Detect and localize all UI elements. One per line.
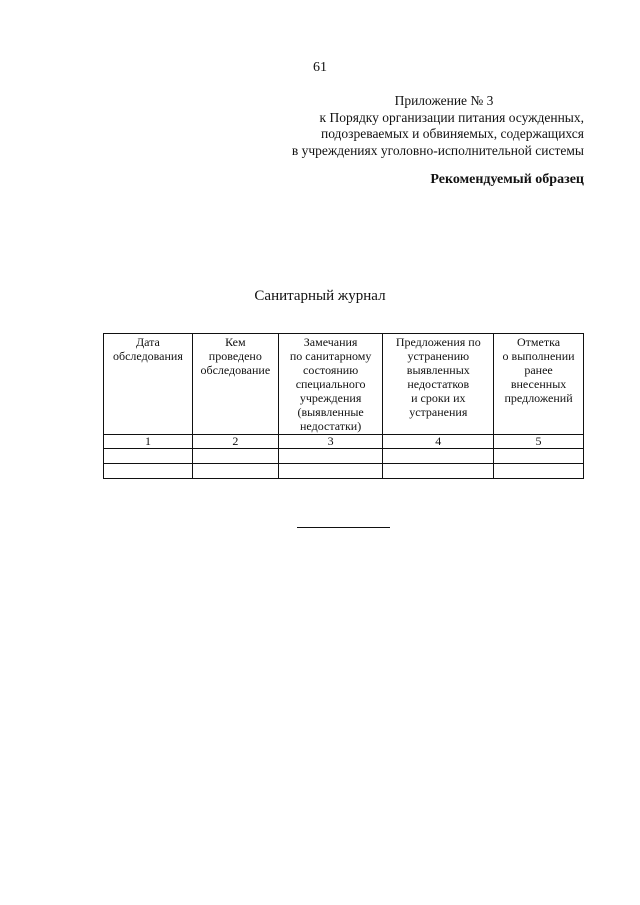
table-row: [104, 449, 584, 464]
table-cell: [278, 464, 383, 479]
header-cell-inspector: [192, 334, 278, 435]
sample-label: Рекомендуемый образец: [430, 172, 584, 187]
header-line: Предложения по: [395, 335, 481, 349]
header-line: по санитарному: [289, 349, 372, 363]
header-line: специального: [295, 377, 366, 391]
table-cell: [494, 464, 584, 479]
table-header-row: [104, 334, 584, 435]
table-cell: [383, 449, 494, 464]
column-number-row: [104, 435, 584, 449]
header-cell-proposals: [383, 334, 494, 435]
header-cell-date: [104, 334, 193, 435]
appendix-title: Приложение № 3: [394, 93, 494, 108]
header-line: Замечания: [303, 335, 358, 349]
header-line: Отметка: [517, 335, 561, 349]
appendix-block: [254, 93, 584, 159]
table-cell: [192, 464, 278, 479]
column-number: 5: [494, 435, 584, 449]
table-row: [104, 464, 584, 479]
table-cell: [383, 464, 494, 479]
header-line: выявленных: [406, 363, 470, 377]
column-number: 1: [104, 435, 193, 449]
header-line: (выявленные: [297, 405, 364, 419]
header-cell-completion: [494, 334, 584, 435]
table-cell: [104, 449, 193, 464]
table-cell: [278, 449, 383, 464]
appendix-line: в учреждениях уголовно-исполнительной системы: [291, 142, 584, 158]
column-number: 3: [278, 435, 383, 449]
header-line: учреждения: [299, 391, 362, 405]
header-line: и сроки их: [411, 391, 466, 405]
header-line: ранее: [524, 363, 553, 377]
appendix-line: к Порядку организации питания осужденных,: [319, 109, 584, 125]
table-cell: [192, 449, 278, 464]
header-line: недостатки): [300, 419, 362, 433]
header-line: проведено: [208, 349, 262, 363]
table-cell: [104, 464, 193, 479]
header-line: Кем: [225, 335, 246, 349]
header-line: обследование: [200, 363, 271, 377]
header-line: состоянию: [303, 363, 359, 377]
header-line: Дата: [135, 335, 160, 349]
header-line: внесенных: [510, 377, 567, 391]
column-number: 2: [192, 435, 278, 449]
appendix-line: подозреваемых и обвиняемых, содержащихся: [320, 126, 584, 141]
header-line: недостатков: [407, 377, 470, 391]
column-number: 4: [383, 435, 494, 449]
table-cell: [494, 449, 584, 464]
header-cell-remarks: [278, 334, 383, 435]
journal-title: Санитарный журнал: [254, 288, 386, 304]
header-line: о выполнении: [502, 349, 575, 363]
journal-table: [103, 333, 584, 479]
header-line: устранения: [409, 405, 468, 419]
page-number: 61: [313, 60, 327, 75]
header-line: предложений: [504, 391, 573, 405]
header-line: обследования: [112, 349, 183, 363]
closing-rule: [297, 527, 390, 528]
header-line: устранению: [407, 349, 470, 363]
